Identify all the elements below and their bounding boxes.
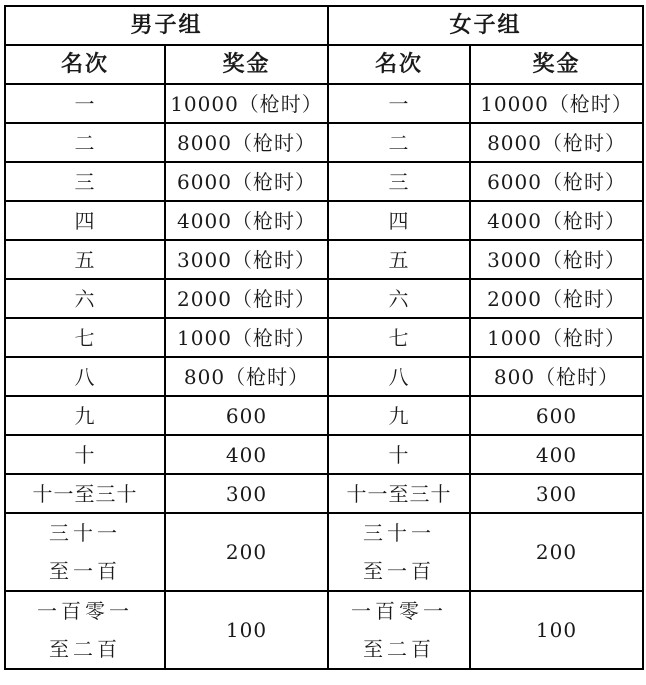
women-rank-cell: 十 [328,435,470,474]
men-rank-cell: 十 [5,435,165,474]
men-prize-header: 奖金 [165,45,328,84]
men-rank-cell: 五 [5,240,165,279]
table-row [5,474,643,513]
rank-line-2: 至二百 [49,637,121,661]
women-prize-cell: 1000（枪时） [470,318,643,357]
table-row [5,279,643,318]
men-rank-cell: 三 [5,162,165,201]
men-rank-cell: 二 [5,123,165,162]
women-rank-cell: 七 [328,318,470,357]
table-row [5,357,643,396]
table-row [5,84,643,123]
men-prize-cell: 600 [165,396,328,435]
men-prize-cell: 8000（枪时） [165,123,328,162]
women-rank-cell: 九 [328,396,470,435]
men-prize-cell: 400 [165,435,328,474]
table-row [5,591,643,669]
women-prize-cell: 10000（枪时） [470,84,643,123]
men-rank-cell: 一 [5,84,165,123]
women-prize-cell: 200 [470,513,643,591]
table-row [5,240,643,279]
women-prize-cell: 400 [470,435,643,474]
women-rank-cell: 六 [328,279,470,318]
table-row [5,162,643,201]
men-rank-cell: 四 [5,201,165,240]
men-prize-cell: 4000（枪时） [165,201,328,240]
women-rank-cell [328,591,470,669]
men-rank-cell: 九 [5,396,165,435]
women-rank-cell [328,513,470,591]
women-rank-cell: 一 [328,84,470,123]
women-prize-cell: 100 [470,591,643,669]
women-prize-cell: 3000（枪时） [470,240,643,279]
women-rank-cell: 二 [328,123,470,162]
men-prize-cell: 800（枪时） [165,357,328,396]
men-rank-cell: 六 [5,279,165,318]
group-header-row [5,6,643,45]
men-prize-cell: 3000（枪时） [165,240,328,279]
women-prize-cell: 4000（枪时） [470,201,643,240]
table-row [5,318,643,357]
women-prize-cell: 600 [470,396,643,435]
rank-line-2: 至一百 [363,559,436,583]
men-rank-cell [5,591,165,669]
rank-line-1: 一百零一 [37,599,133,623]
women-rank-header: 名次 [328,45,470,84]
men-prize-cell: 1000（枪时） [165,318,328,357]
rank-line-2: 至二百 [363,637,436,661]
men-rank-cell [5,513,165,591]
prize-table [4,5,644,670]
women-rank-cell: 八 [328,357,470,396]
men-prize-cell: 300 [165,474,328,513]
rank-line-1: 一百零一 [351,599,448,623]
women-rank-cell: 五 [328,240,470,279]
rank-line-2: 至一百 [49,559,121,583]
rank-line-1: 三十一 [363,521,436,545]
women-group-header: 女子组 [328,6,643,45]
table-row [5,396,643,435]
table-row [5,123,643,162]
women-rank-cell: 三 [328,162,470,201]
women-prize-cell: 300 [470,474,643,513]
women-prize-cell: 8000（枪时） [470,123,643,162]
men-rank-header: 名次 [5,45,165,84]
women-rank-cell: 四 [328,201,470,240]
women-rank-cell: 十一至三十 [328,474,470,513]
table-row [5,435,643,474]
table-row [5,201,643,240]
men-rank-cell: 八 [5,357,165,396]
women-prize-header: 奖金 [470,45,643,84]
men-prize-cell: 200 [165,513,328,591]
men-rank-cell: 七 [5,318,165,357]
women-prize-cell: 6000（枪时） [470,162,643,201]
women-prize-cell: 800（枪时） [470,357,643,396]
men-rank-cell: 十一至三十 [5,474,165,513]
rank-line-1: 三十一 [49,521,121,545]
table-row [5,513,643,591]
men-prize-cell: 10000（枪时） [165,84,328,123]
women-prize-cell: 2000（枪时） [470,279,643,318]
men-group-header: 男子组 [5,6,328,45]
column-header-row [5,45,643,84]
men-prize-cell: 6000（枪时） [165,162,328,201]
men-prize-cell: 2000（枪时） [165,279,328,318]
men-prize-cell: 100 [165,591,328,669]
